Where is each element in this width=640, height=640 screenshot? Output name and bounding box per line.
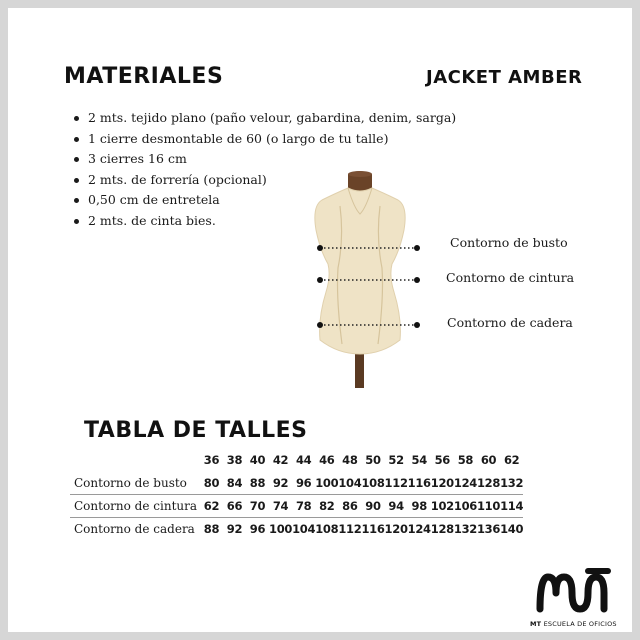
size-value-cell: 124 (454, 472, 477, 495)
size-table-title: TABLA DE TALLES (84, 418, 308, 443)
materials-item: 2 mts. de cinta bies. (68, 211, 456, 232)
size-table-header-row (70, 448, 523, 472)
size-value-cell: 140 (500, 522, 524, 536)
size-header-cell: 62 (503, 453, 520, 467)
size-value-cell: 66 (223, 495, 246, 518)
size-table-corner (70, 448, 200, 472)
size-value-cell: 96 (292, 472, 315, 495)
materials-item: 0,50 cm de entretela (68, 190, 456, 211)
size-value-cell: 102 (431, 495, 454, 518)
materials-item: 2 mts. tejido plano (paño velour, gabardina, denim, sarga) (68, 108, 456, 129)
size-value-cell: 92 (226, 522, 243, 536)
mannequin-illustration (298, 168, 438, 393)
size-value-cell: 78 (292, 495, 315, 518)
size-value-cell: 88 (246, 472, 269, 495)
size-value-cell: 106 (454, 495, 477, 518)
size-value-cell: 86 (338, 495, 361, 518)
size-header-cell: 48 (342, 453, 358, 467)
size-value-cell: 108 (361, 472, 384, 495)
size-value-cell: 128 (477, 472, 500, 495)
size-value-cell: 100 (269, 522, 293, 536)
materials-item: 2 mts. de forrería (opcional) (68, 170, 456, 191)
size-value-cell: 112 (385, 472, 408, 495)
size-value-cell: 110 (477, 495, 500, 518)
size-row-label: Contorno de busto (70, 472, 200, 495)
size-header-cell: 54 (411, 453, 427, 467)
measure-label-cintura: Contorno de cintura (446, 270, 575, 285)
size-value-cell: 84 (223, 472, 246, 495)
materials-item: 1 cierre desmontable de 60 (o largo de tu talle) (68, 129, 456, 150)
size-value-cell: 132 (453, 522, 477, 536)
size-value-cell: 92 (269, 472, 292, 495)
size-table-row (70, 472, 523, 495)
size-table-row (70, 495, 523, 518)
product-title: JACKET AMBER (426, 67, 583, 88)
measure-label-busto: Contorno de busto (450, 235, 568, 250)
size-value-cell: 132 (500, 472, 523, 495)
logo-brand: MT (530, 620, 542, 628)
size-value-cell: 104 (292, 522, 316, 536)
size-value-cell: 104 (338, 472, 361, 495)
size-header-cell: 36 (203, 453, 220, 467)
size-value-cell: 116 (361, 522, 385, 536)
size-header-cell: 60 (480, 453, 497, 467)
size-value-cell: 94 (385, 495, 408, 518)
measure-label-cadera: Contorno de cadera (447, 315, 573, 330)
size-value-cell: 114 (500, 495, 523, 518)
size-value-cell: 116 (408, 472, 431, 495)
size-value-cell: 120 (384, 522, 408, 536)
materials-item: 3 cierres 16 cm (68, 149, 456, 170)
size-row-label: Contorno de cadera (74, 522, 195, 536)
size-header-cell: 42 (272, 453, 289, 467)
size-value-cell: 120 (431, 472, 454, 495)
size-value-cell: 112 (338, 522, 362, 536)
size-header-cell: 38 (226, 453, 243, 467)
size-value-cell: 108 (315, 522, 339, 536)
materials-title: MATERIALES (64, 64, 224, 89)
size-header-cell: 50 (365, 453, 381, 467)
size-table-row (70, 518, 523, 541)
size-header-cell: 56 (434, 453, 451, 467)
size-value-cell: 80 (200, 472, 223, 495)
size-value-cell: 124 (407, 522, 431, 536)
size-value-cell: 96 (249, 522, 266, 536)
size-header-cell: 58 (457, 453, 474, 467)
size-value-cell: 90 (361, 495, 384, 518)
size-value-cell: 82 (315, 495, 338, 518)
size-header-cell: 46 (319, 453, 335, 467)
size-table (70, 448, 523, 540)
size-value-cell: 62 (200, 495, 223, 518)
size-header-cell: 44 (295, 453, 312, 467)
logo-caption-text: ESCUELA DE OFICIOS (543, 620, 617, 628)
mt-logo-icon (536, 563, 612, 615)
size-value-cell: 128 (430, 522, 454, 536)
size-value-cell: 100 (315, 472, 338, 495)
size-value-cell: 70 (246, 495, 269, 518)
size-value-cell: 74 (269, 495, 292, 518)
mannequin-torso (315, 188, 405, 354)
size-value-cell: 136 (476, 522, 501, 536)
size-value-cell: 98 (408, 495, 431, 518)
size-row-label: Contorno de cintura (70, 495, 200, 518)
logo-caption (530, 620, 617, 628)
size-header-cell: 40 (249, 453, 266, 467)
size-value-cell: 88 (203, 522, 220, 536)
page-canvas (8, 8, 632, 632)
size-header-cell: 52 (388, 453, 404, 467)
